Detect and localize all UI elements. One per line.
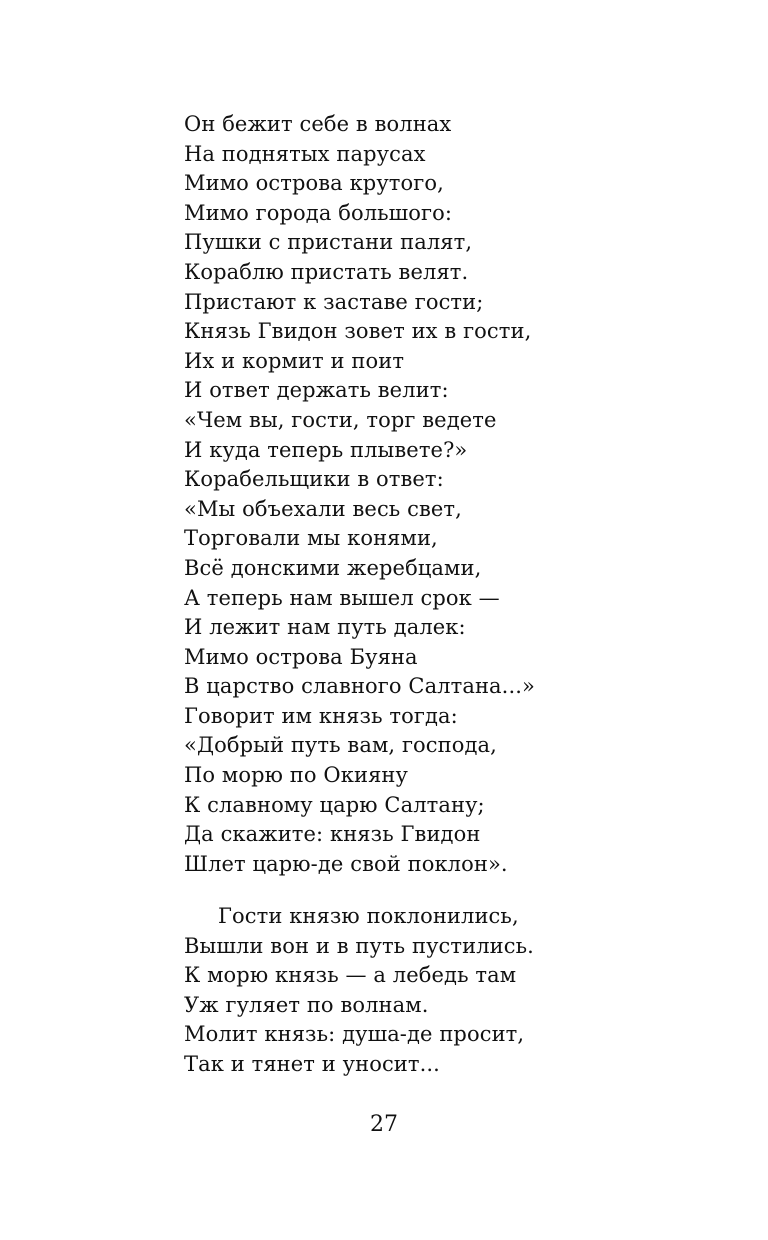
- verse-line: Уж гуляет по волнам.: [184, 992, 429, 1017]
- verse-line: К славному царю Салтану;: [184, 792, 485, 817]
- verse-line: Мимо города большого:: [184, 200, 453, 225]
- verse-line: Корабельщики в ответ:: [184, 467, 444, 492]
- verse-line: Вышли вон и в путь пустились.: [184, 933, 534, 958]
- verse-line: Всё донскими жеребцами,: [184, 555, 482, 580]
- verse-line: Он бежит себе в волнах: [184, 112, 452, 136]
- verse-line: И ответ держать велит:: [184, 378, 449, 403]
- verse-line: Да скажите: князь Гвидон: [184, 822, 481, 847]
- verse-line: По морю по Окияну: [184, 763, 408, 788]
- verse-line: На поднятых парусах: [184, 141, 426, 166]
- verse-line: Так и тянет и уносит...: [184, 1051, 440, 1076]
- verse-line-indented: Гости князю поклонились,: [218, 904, 519, 928]
- verse-line: Говорит им князь тогда:: [184, 703, 458, 728]
- verse-line: Кораблю пристать велят.: [184, 259, 469, 284]
- verse-line: Молит князь: душа-де просит,: [184, 1022, 525, 1047]
- verse-line: «Мы объехали весь свет,: [184, 496, 462, 521]
- verse-line: «Чем вы, гости, торг ведете: [184, 407, 497, 432]
- stanza-2: [184, 902, 534, 1080]
- stanza-1: [184, 110, 535, 879]
- verse-line: Их и кормит и поит: [184, 348, 405, 373]
- verse-line: Торговали мы конями,: [184, 526, 438, 551]
- verse-line: Пристают к заставе гости;: [184, 289, 484, 314]
- verse-line: В царство славного Салтана...»: [184, 674, 535, 699]
- verse-line: А теперь нам вышел срок —: [184, 585, 500, 610]
- page-number: 27: [370, 1112, 398, 1137]
- verse-line: Шлет царю-де свой поклон».: [184, 851, 508, 876]
- verse-line: И лежит нам путь далек:: [184, 615, 466, 640]
- verse-line: Мимо острова Буяна: [184, 644, 418, 669]
- verse-line: Князь Гвидон зовет их в гости,: [184, 319, 532, 344]
- verse-line: Пушки с пристани палят,: [184, 230, 473, 255]
- verse-line: «Добрый путь вам, господа,: [184, 733, 497, 758]
- verse-line: Мимо острова крутого,: [184, 171, 444, 196]
- verse-line: К морю князь — а лебедь там: [184, 963, 517, 988]
- verse-line: И куда теперь плывете?»: [184, 437, 468, 462]
